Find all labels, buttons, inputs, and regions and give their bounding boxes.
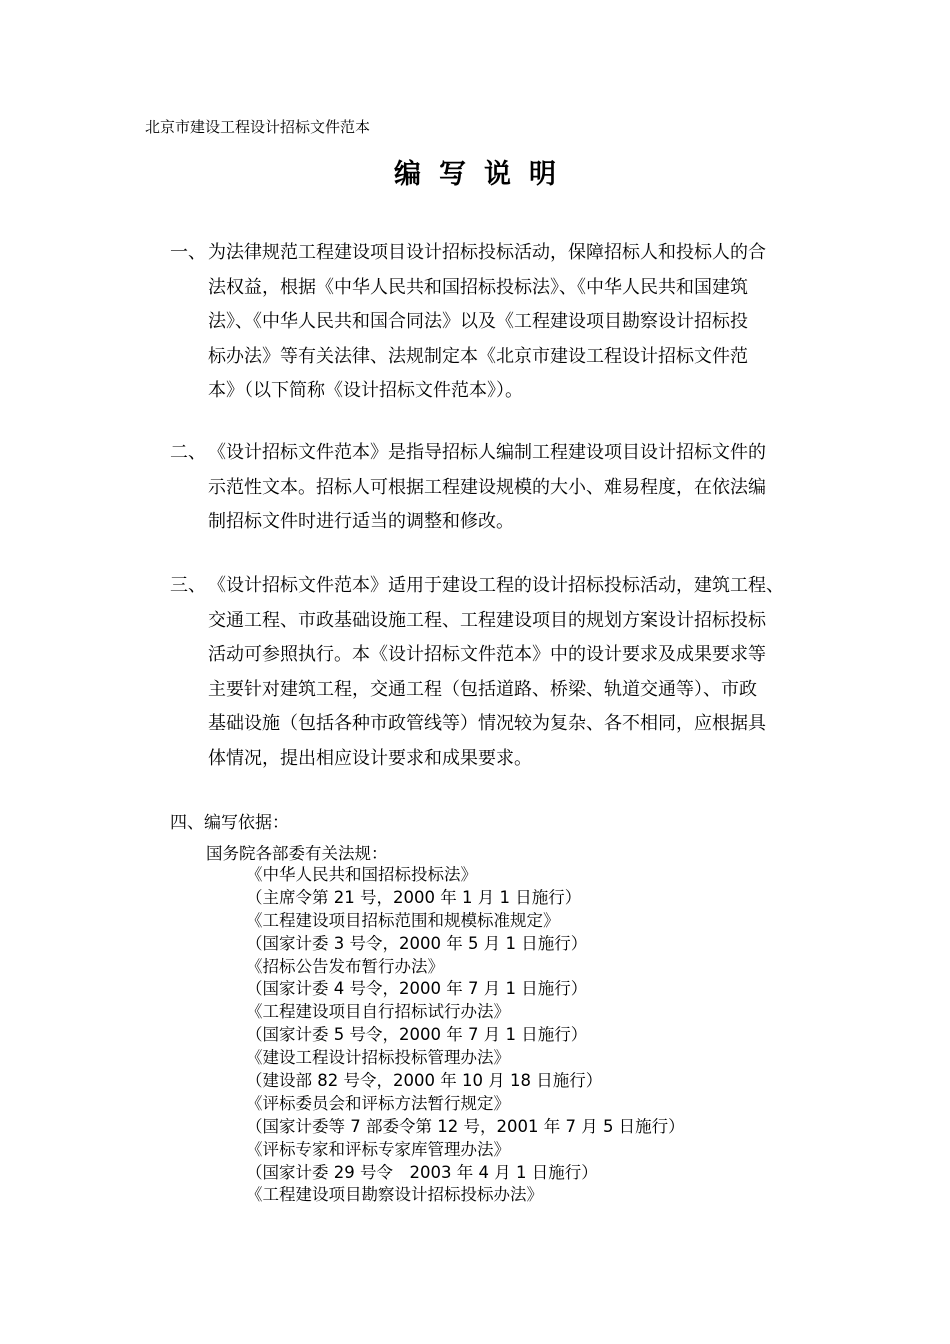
basis-subheading: 国务院各部委有关法规： xyxy=(206,844,388,863)
section-text: 制招标文件时进行适当的调整和修改。 xyxy=(208,511,514,532)
section-line xyxy=(170,236,840,271)
title-char: 说 xyxy=(484,159,511,190)
section-line xyxy=(170,638,840,673)
basis-heading: 四、编写依据： xyxy=(170,813,289,833)
section-2 xyxy=(170,436,840,540)
section-line xyxy=(170,374,840,409)
section-line xyxy=(170,673,840,708)
list-item: （国家计委 29 号令 2003 年 4 月 1 日施行） xyxy=(246,1162,598,1182)
list-item: （国家计委 4 号令，2000 年 7 月 1 日施行） xyxy=(246,979,588,999)
document-header: 北京市建设工程设计招标文件范本 xyxy=(145,118,371,136)
title-char: 明 xyxy=(529,159,556,190)
section-line xyxy=(170,569,840,604)
section-text: 基础设施（包括各种市政管线等）情况较为复杂、各不相同，应根据具 xyxy=(208,713,766,734)
section-line xyxy=(170,340,840,375)
section-line xyxy=(170,471,840,506)
list-item: （国家计委等 7 部委令第 12 号，2001 年 7 月 5 日施行） xyxy=(246,1116,685,1136)
title-char: 编 xyxy=(394,159,421,190)
section-line xyxy=(170,305,840,340)
section-text: 体情况，提出相应设计要求和成果要求。 xyxy=(208,747,532,769)
section-line xyxy=(170,707,840,742)
section-text: 法》、《中华人民共和国合同法》以及《工程建设项目勘察设计招标投 xyxy=(208,311,748,332)
section-line xyxy=(170,742,840,777)
list-item: 《工程建设项目自行招标试行办法》 xyxy=(246,1002,510,1022)
section-line xyxy=(170,604,840,639)
list-item: 《中华人民共和国招标投标法》 xyxy=(246,865,477,884)
list-item: （国家计委 5 号令，2000 年 7 月 1 日施行） xyxy=(246,1025,588,1045)
section-text: 示范性文本。招标人可根据工程建设规模的大小、难易程度，在依法编 xyxy=(208,476,766,498)
list-item: 《评标委员会和评标方法暂行规定》 xyxy=(246,1093,510,1113)
section-text: 本》（以下简称《设计招标文件范本》）。 xyxy=(208,380,523,401)
section-text: 主要针对建筑工程，交通工程（包括道路、桥梁、轨道交通等）、市政 xyxy=(208,678,757,700)
regulation-list xyxy=(246,864,685,1207)
section-3 xyxy=(170,569,840,776)
list-item: 《评标专家和评标专家库管理办法》 xyxy=(246,1139,510,1159)
list-item: （国家计委 3 号令，2000 年 5 月 1 日施行） xyxy=(246,933,588,953)
page-title xyxy=(0,152,950,191)
section-text: 法权益，根据《中华人民共和国招标投标法》、《中华人民共和国建筑 xyxy=(208,276,748,298)
list-item: 《建设工程设计招标投标管理办法》 xyxy=(246,1048,510,1068)
list-item: 《工程建设项目勘察设计招标投标办法》 xyxy=(246,1185,543,1205)
section-1 xyxy=(170,236,840,409)
list-item: 《招标公告发布暂行办法》 xyxy=(246,956,444,976)
section-text: 为法律规范工程建设项目设计招标投标活动，保障招标人和投标人的合 xyxy=(208,242,766,263)
section-line xyxy=(170,271,840,306)
section-text: 标办法》等有关法律、法规制定本《北京市建设工程设计招标文件范 xyxy=(208,345,748,367)
list-item: 《工程建设项目招标范围和规模标准规定》 xyxy=(246,910,560,930)
section-text: 《设计招标文件范本》是指导招标人编制工程建设项目设计招标文件的 xyxy=(208,442,766,463)
section-line xyxy=(170,436,840,471)
section-text: 活动可参照执行。本《设计招标文件范本》中的设计要求及成果要求等 xyxy=(208,644,766,665)
section-number: 二、 xyxy=(170,442,206,463)
list-item: （主席令第 21 号，2000 年 1 月 1 日施行） xyxy=(246,887,582,907)
section-line xyxy=(170,505,840,540)
section-text: 交通工程、市政基础设施工程、工程建设项目的规划方案设计招标投标 xyxy=(208,609,766,631)
title-char: 写 xyxy=(439,159,466,190)
section-text: 《设计招标文件范本》适用于建设工程的设计招标投标活动，建筑工程、 xyxy=(208,575,784,596)
list-item: （建设部 82 号令，2000 年 10 月 18 日施行） xyxy=(246,1071,603,1091)
section-number: 三、 xyxy=(170,575,206,596)
section-number: 一、 xyxy=(170,242,206,263)
